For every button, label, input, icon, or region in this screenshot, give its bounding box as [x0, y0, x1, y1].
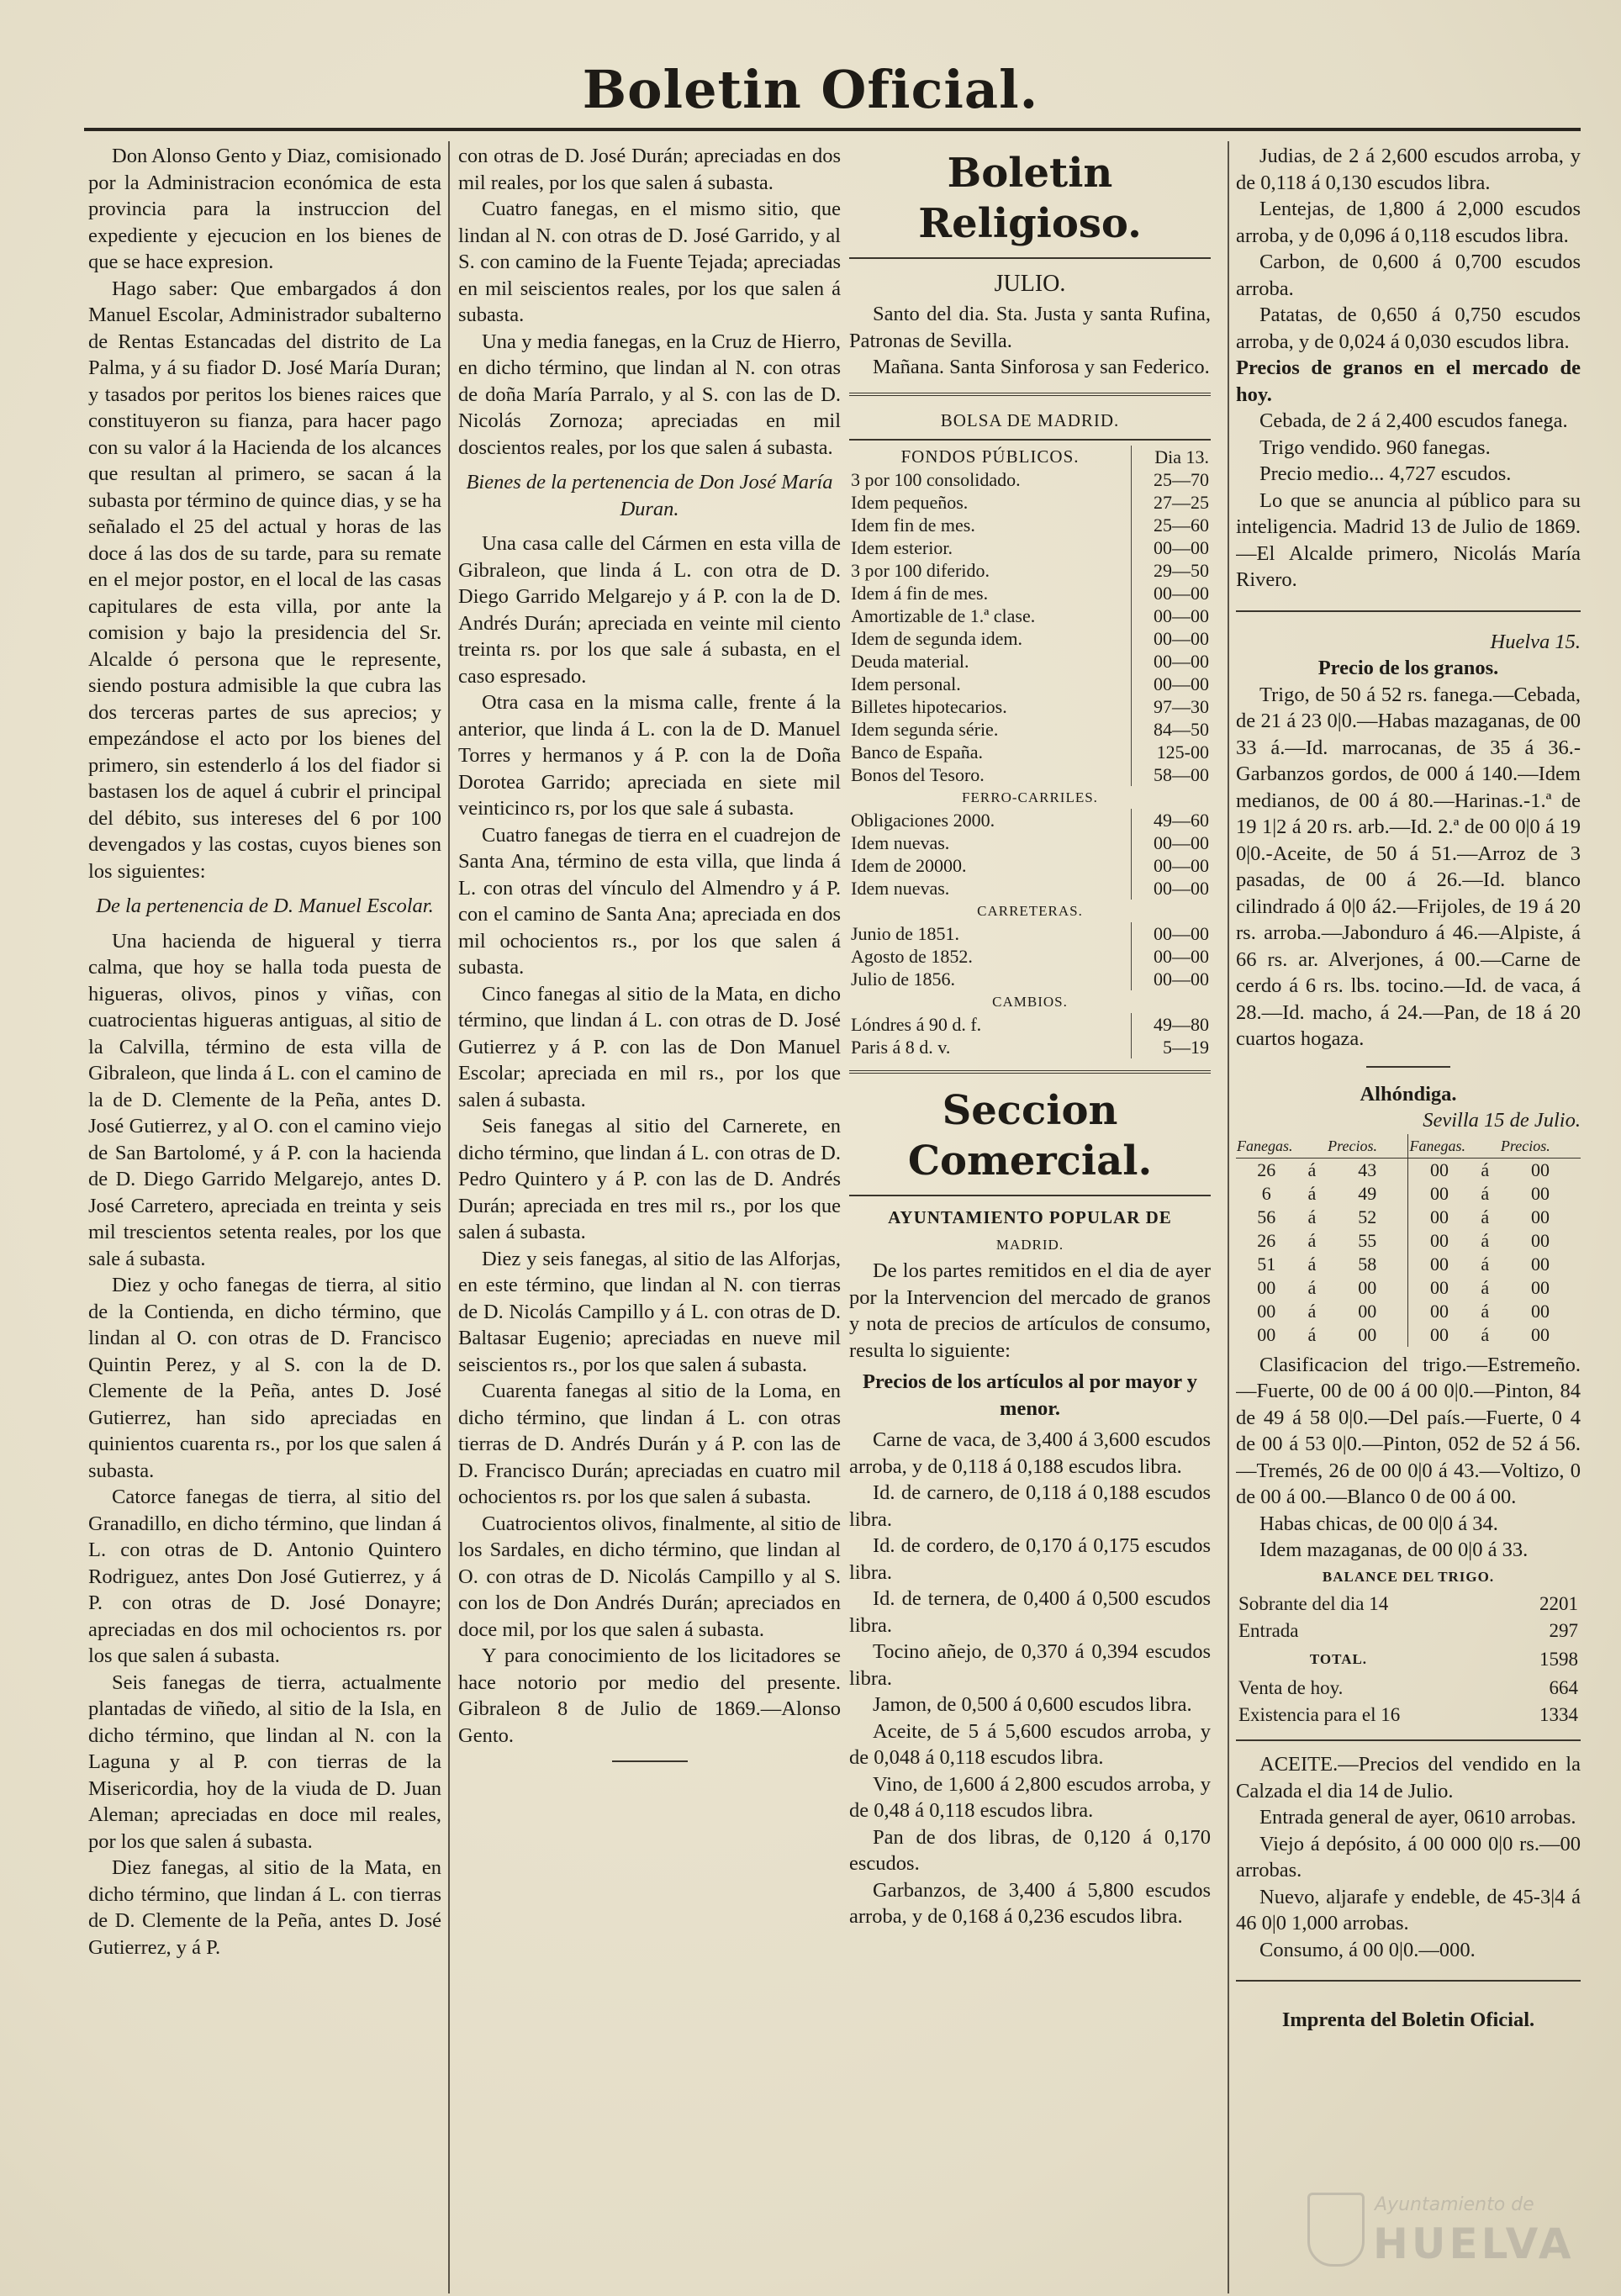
price-item: Id. de ternera, de 0,400 á 0,500 escudos libra.	[849, 1587, 1211, 1637]
habas-mazaganas: Idem mazaganas, de 00 0|0 á 33.	[1259, 1539, 1529, 1561]
table-row	[849, 695, 1211, 718]
grid-cell: 43	[1327, 1158, 1408, 1182]
paragraph: De los partes remitidos en el dia de ayer por la Intervencion del mercado de granos y nota de precios de artículos de consumo, resulta lo siguiente:	[849, 1259, 1211, 1362]
cebada: Cebada, de 2 á 2,400 escudos fanega.	[1259, 409, 1568, 432]
row-label: Billetes hipotecarios.	[851, 696, 1007, 717]
table-row	[849, 831, 1211, 854]
balance-total	[1236, 1645, 1581, 1674]
table-row	[849, 650, 1211, 673]
row-value: 27—25	[1132, 491, 1212, 514]
grid-cell: 00	[1327, 1323, 1408, 1347]
grid-cell: 52	[1327, 1206, 1408, 1229]
grid-cell: 56	[1257, 1206, 1276, 1227]
table-row	[849, 1013, 1211, 1036]
row-label: Paris á 8 d. v.	[851, 1037, 951, 1058]
paragraph: con otras de D. José Durán; apreciadas en dos mil reales, por los que salen á subasta.	[458, 145, 841, 194]
price-item: Garbanzos, de 3,400 á 5,800 escudos arroba, y de 0,168 á 0,236 escudos libra.	[849, 1878, 1211, 1928]
row-label: Banco de España.	[851, 742, 983, 763]
paragraph: Una y media fanegas, en la Cruz de Hierro, en dicho término, que lindan al N. con otras de doña María Parralo, y al S. con las de D. Nicolás Zornoza; apreciadas en mil doscientos reales, por los que salen á subasta.	[458, 330, 841, 459]
price-item: Tocino añejo, de 0,370 á 0,394 escudos libra.	[849, 1640, 1211, 1690]
rule	[1236, 610, 1581, 612]
row-label: Deuda material.	[851, 651, 969, 672]
religioso-title: Boletin Religioso.	[918, 150, 1142, 247]
table-row	[849, 514, 1211, 536]
paragraph: Cuarenta fanegas al sitio de la Loma, en dicho término, que lindan á L. con otras tierras de D. Andrés Durán y á P. con las de D. Francisco Durán; apreciadas en cuatro mil ochocientos rs. por los que salen á subasta.	[458, 1380, 841, 1508]
grid-cell: 00	[1430, 1253, 1449, 1275]
table-row	[849, 491, 1211, 514]
table-row	[849, 854, 1211, 877]
madrid-heading: MADRID.	[995, 1236, 1064, 1253]
subheading: Bienes de la pertenencia de Don José María Duran.	[466, 471, 833, 520]
row-value: 58—00	[1132, 763, 1212, 786]
fondos-header: FONDOS PÚBLICOS.	[900, 446, 1080, 467]
price-item: Carbon, de 0,600 á 0,700 escudos arroba.	[1236, 251, 1581, 300]
column-divider	[1228, 141, 1229, 2293]
row-label: Idem de segunda idem.	[851, 628, 1023, 649]
column-4	[1236, 143, 1581, 2270]
balance-table	[1236, 1674, 1581, 1729]
cambios-rows	[849, 1013, 1211, 1058]
balance-label: Sobrante del dia 14	[1238, 1593, 1389, 1614]
paragraph: Una hacienda de higueral y tierra calma, que hoy se halla toda puesta de higueras, olivos, pinos y viñas, con cuatrocientas higueras antiguas, al sitio de la Calvilla, término de esta villa de Gibraleon, que linda á L. con el camino de la de D. Clemente de la Peña, antes D. José Gutierrez, y al O. con el camino viejo de San Bartolomé, y á P. con la hacienda de D. Diego Garrido Melgarejo, antes D. José Carretero, apreciada en treinta y seis mil trescientos setenta reales, por los que sale á subasta.	[88, 929, 441, 1270]
balance-row	[1238, 1702, 1579, 1728]
paragraph: Cinco fanegas al sitio de la Mata, en dicho término, que lindan á L. con otras de D. José Gutierrez y á P. con las de Don Manuel Escolar; apreciada en mil rs., por los que salen á subasta.	[458, 982, 841, 1111]
grid-cell: 00	[1430, 1276, 1449, 1298]
grid-header: Precios.	[1327, 1134, 1408, 1159]
paragraph: Cuatrocientos olivos, finalmente, al sitio de los Sardales, en dicho término, que lindan al O. con otras de D. Nicolás Campillo y al S. con los de Don Andrés Durán; apreciados en doce mil, por los que salen á subasta.	[458, 1512, 841, 1641]
table-row	[849, 1036, 1211, 1058]
precio-medio: Precio medio... 4,727 escudos.	[1259, 462, 1512, 485]
shield-icon	[1307, 2193, 1365, 2267]
paragraph: Catorce fanegas de tierra, al sitio del Granadillo, en dicho término, que lindan á L. con otras de D. Antonio Quintero Rodriguez, antes Don José Gutierrez, y á P. con otras de D. José Donayre; apreciadas en dos mil ochocientos rs. por los que salen á subasta.	[88, 1486, 441, 1667]
nuevo: Nuevo, aljarafe y endeble, de 45-3|4 á 46 0|0 1,000 arrobas.	[1236, 1885, 1581, 1934]
price-items	[1236, 143, 1581, 355]
rule	[849, 1195, 1211, 1196]
table-row	[849, 582, 1211, 604]
clasificacion: Clasificacion del trigo.—Estremeño.—Fuerte, 00 de 00 á 00 0|0.—Pinton, 84 de 49 á 58 0|0.—Del país.—Fuerte, 0 4 de 00 á 53 0|0.—Pinton, 052 de 52 á 56.—Tremés, 26 de 00 0|0 á 43.—Voltizo, 0 de 00 á 00.—Blanco 0 de 00 á 00.	[1236, 1353, 1581, 1508]
price-item: Vino, de 1,600 á 2,800 escudos arroba, y de 0,48 á 0,118 escudos libra.	[849, 1772, 1211, 1822]
grid-cell: 00	[1430, 1300, 1449, 1322]
grid-cell: á	[1307, 1229, 1317, 1251]
dia-header: Dia 13.	[1132, 446, 1212, 468]
grid-header: Fanegas.	[1408, 1134, 1500, 1159]
ferro-header: FERRO-CARRILES.	[962, 789, 1098, 805]
rule	[1366, 1066, 1450, 1068]
rule	[849, 257, 1211, 259]
entrada: Entrada general de ayer, 0610 arrobas.	[1259, 1806, 1576, 1829]
grid-cell: 55	[1327, 1229, 1408, 1253]
price-item: Id. de carnero, de 0,118 á 0,188 escudos libra.	[849, 1481, 1211, 1531]
grid-cell: á	[1481, 1253, 1490, 1275]
table-row	[849, 968, 1211, 990]
grid-header: Fanegas.	[1236, 1134, 1327, 1159]
paragraph: Cuatro fanegas de tierra en el cuadrejon de Santa Ana, término de esta villa, que linda á L. con otras del vínculo del Almendro y á P. con el camino de Santa Ana; apreciada en dos mil ochocientos rs., por los que salen á subasta.	[458, 823, 841, 979]
row-value: 97—30	[1132, 695, 1212, 718]
double-rule	[849, 1070, 1211, 1074]
row-label: Agosto de 1852.	[851, 946, 973, 967]
row-value: 00—00	[1132, 582, 1212, 604]
grid-cell: á	[1307, 1159, 1317, 1180]
intro-paragraph: Don Alonso Gento y Diaz, comisionado por la Administracion económica de esta provincia para la instruccion del expediente y ejecucion en los bienes de que se hace expresion.	[88, 145, 441, 273]
grid-cell: á	[1481, 1182, 1490, 1204]
paragraph: Una casa calle del Cármen en esta villa de Gibraleon, que linda á L. con otra de D. Diego Garrido Melgarejo y á P. con la de D. Andrés Durán; apreciada en veinte mil ciento treinta rs. por los que sale á subasta, en el caso espresado.	[458, 532, 841, 688]
row-label: Idem de 20000.	[851, 855, 967, 876]
ayuntamiento-heading: AYUNTAMIENTO POPULAR DE	[888, 1207, 1172, 1227]
carreteras-rows	[849, 922, 1211, 990]
row-label: Julio de 1856.	[851, 969, 956, 990]
row-label: Junio de 1851.	[851, 923, 959, 944]
row-value: 5—19	[1132, 1036, 1212, 1058]
short-rule	[612, 1760, 688, 1762]
grid-cell: 26	[1257, 1229, 1276, 1251]
table-row	[849, 468, 1211, 491]
row-value: 29—50	[1132, 559, 1212, 582]
grid-row	[1236, 1229, 1581, 1253]
archive-watermark	[1307, 2186, 1602, 2287]
balance-heading: BALANCE DEL TRIGO.	[1322, 1568, 1495, 1585]
consumo: Consumo, á 00 0|0.—000.	[1259, 1938, 1476, 1961]
table-row	[849, 922, 1211, 945]
row-label: Idem nuevas.	[851, 878, 950, 899]
grid-cell: 49	[1327, 1182, 1408, 1206]
grid-cell: 00	[1327, 1300, 1408, 1323]
price-items	[849, 1427, 1211, 1930]
grid-cell: á	[1307, 1276, 1317, 1298]
row-value: 00—00	[1132, 650, 1212, 673]
grid-row	[1236, 1276, 1581, 1300]
watermark-line-2: HUELVA	[1373, 2219, 1575, 2268]
row-value: 84—50	[1132, 718, 1212, 741]
watermark-line-1: Ayuntamiento de	[1375, 2194, 1534, 2215]
table-row	[849, 627, 1211, 650]
row-label: Idem personal.	[851, 673, 961, 694]
grid-cell: á	[1481, 1229, 1490, 1251]
paragraph: Seis fanegas de tierra, actualmente plantadas de viñedo, al sitio de la Isla, en dicho término, que lindan al N. con la Laguna y al P. con tierras de la Misericordia, hoy de la viuda de D. Juan Aleman; apreciadas en doce mil reales, por los que salen á subasta.	[88, 1671, 441, 1853]
grid-cell: 00	[1530, 1253, 1550, 1275]
grid-cell: 6	[1261, 1182, 1271, 1204]
grid-cell: á	[1307, 1323, 1317, 1345]
grid-cell: á	[1307, 1300, 1317, 1322]
row-label: Idem fin de mes.	[851, 515, 975, 536]
row-label: 3 por 100 consolidado.	[851, 469, 1021, 490]
rule	[1236, 1980, 1581, 1982]
row-value: 00—00	[1132, 922, 1212, 945]
grid-cell: 00	[1430, 1229, 1449, 1251]
rule	[849, 439, 1211, 441]
paragraph: Cuatro fanegas, en el mismo sitio, que lindan al N. con otras de D. José Garrido, y al S. con camino de la Fuente Tejada; apreciadas en mil seiscientos reales, por los que salen á subasta.	[458, 198, 841, 326]
habas-chicas: Habas chicas, de 00 0|0 á 34.	[1259, 1512, 1498, 1535]
month: JULIO.	[994, 271, 1066, 297]
price-item: Lentejas, de 1,800 á 2,000 escudos arroba, y de 0,096 á 0,118 escudos libra.	[1236, 198, 1581, 247]
subheading: De la pertenencia de D. Manuel Escolar.	[96, 895, 434, 917]
alhondiga-heading: Alhóndiga.	[1360, 1082, 1457, 1106]
santo-del-dia: Santo del dia. Sta. Justa y santa Rufina, Patronas de Sevilla.	[849, 303, 1211, 352]
paragraph: Diez fanegas, al sitio de la Mata, en dicho término, que lindan á L. con tierras de D. Clemente de la Peña, antes D. José Gutierrez, y á P.	[88, 1856, 441, 1959]
bolsa-title: BOLSA DE MADRID.	[940, 409, 1120, 430]
grid-cell: 00	[1257, 1276, 1276, 1298]
ferro-rows	[849, 809, 1211, 900]
total-value: 1598	[1539, 1649, 1578, 1670]
row-label: Idem esterior.	[851, 537, 953, 558]
sevilla-dateline: Sevilla 15 de Julio.	[1423, 1109, 1581, 1132]
comercial-title: Seccion Comercial.	[907, 1087, 1153, 1185]
aceite: ACEITE.—Precios del vendido en la Calzada el dia 14 de Julio.	[1236, 1753, 1581, 1802]
grid-cell: 26	[1257, 1159, 1276, 1180]
total-label: TOTAL.	[1309, 1651, 1368, 1667]
cambios-header: CAMBIOS.	[992, 994, 1068, 1010]
huelva-prices: Trigo, de 50 á 52 rs. fanega.—Cebada, de 21 á 23 0|0.—Habas mazaganas, de 00 33 á.—Id. marrocanas, de 35 á 36.-Garbanzos gordos, de 000 á 140.—Idem medianos, de 00 á 80.—Harinas.-1.ª de 19 1|2 á 20 rs. arb.—Id. 2.ª de 00 0|0 á 19 0|0.-Aceite, de 50 á 51.—Arroz de 3 pasadas, de 00 á 26.—Id. blanco cilindrado á 0|0 á2.—Frijoles, de 19 á 20 rs. arroba.—Jabonduro á 46.—Alpiste, á 66 rs. ar. Alverjones, á 00.—Carne de cerdo á 6 rs. lbs. tocino.—Id. de vaca, á 28.—Id. macho, á 24.—Pan, de 18 á 20 cuartos hogaza.	[1236, 683, 1581, 1050]
grid-cell: 00	[1530, 1276, 1550, 1298]
row-label: Lóndres á 90 d. f.	[851, 1014, 982, 1035]
grid-cell: 00	[1430, 1206, 1449, 1227]
paragraph: Diez y ocho fanegas de tierra, al sitio de la Contienda, en dicho término, que lindan al O. con otras de D. Francisco Quintin Perez, y al S. con la de D. Clemente de la Peña, antes D. José Gutierrez, han sido apreciadas en quinientos cuarenta rs., por los que salen á subasta.	[88, 1274, 441, 1482]
table-row	[849, 945, 1211, 968]
grid-cell: 58	[1327, 1253, 1408, 1276]
grid-cell: á	[1481, 1300, 1490, 1322]
balance-row	[1238, 1618, 1579, 1644]
price-item: Carne de vaca, de 3,400 á 3,600 escudos arroba, y de 0,118 á 0,188 escudos libra.	[849, 1428, 1211, 1478]
grid-cell: á	[1307, 1253, 1317, 1275]
trigo: Trigo vendido. 960 fanegas.	[1259, 435, 1491, 459]
grid-cell: á	[1307, 1182, 1317, 1204]
balance-label: Existencia para el 16	[1238, 1704, 1401, 1725]
grid-cell: 00	[1430, 1323, 1449, 1345]
balance-value: 2201	[1539, 1593, 1578, 1614]
grid-cell: 00	[1530, 1229, 1550, 1251]
row-value: 49—60	[1132, 809, 1212, 831]
row-label: Bonos del Tesoro.	[851, 764, 985, 785]
row-value: 00—00	[1132, 536, 1212, 559]
row-label: Obligaciones 2000.	[851, 810, 995, 831]
rule	[1236, 1739, 1581, 1741]
paragraph: Diez y seis fanegas, al sitio de las Alforjas, en este término, que lindan al N. con tierras de D. Nicolás Campillo y á L. con otras de D. Baltasar Eugenio; apreciadas en nueve mil seiscientos rs., por los que salen á subasta.	[458, 1247, 841, 1376]
double-rule	[849, 393, 1211, 396]
table-row	[849, 718, 1211, 741]
balance-value: 1334	[1539, 1704, 1578, 1725]
column-divider	[448, 141, 450, 2293]
table-row	[849, 763, 1211, 786]
grid-cell: 00	[1430, 1182, 1449, 1204]
grid-cell: 00	[1530, 1300, 1550, 1322]
price-item: Judias, de 2 á 2,600 escudos arroba, y de 0,118 á 0,130 escudos libra.	[1236, 145, 1581, 194]
grid-cell: á	[1481, 1206, 1490, 1227]
huelva-dateline: Huelva 15.	[1490, 630, 1581, 653]
grid-cell: á	[1481, 1276, 1490, 1298]
fondos-rows	[849, 468, 1211, 786]
table-row	[849, 673, 1211, 695]
imprenta: Imprenta del Boletin Oficial.	[1281, 2008, 1535, 2031]
grid-cell: 00	[1257, 1300, 1276, 1322]
grid-cell: á	[1481, 1323, 1490, 1345]
price-item: Id. de cordero, de 0,170 á 0,175 escudos libra.	[849, 1534, 1211, 1584]
row-value: 00—00	[1132, 831, 1212, 854]
granos-heading: Precios de granos en el mercado de hoy.	[1236, 356, 1581, 406]
grid-row	[1236, 1158, 1581, 1182]
masthead-rule	[84, 128, 1581, 131]
grid-cell: 00	[1530, 1159, 1550, 1180]
viejo: Viejo á depósito, á 00 000 0|0 rs.—00 arrobas.	[1236, 1832, 1581, 1882]
grid-cell: 00	[1530, 1323, 1550, 1345]
precios-heading: Precios de los artículos al por mayor y menor.	[862, 1370, 1198, 1420]
price-item: Jamon, de 0,500 á 0,600 escudos libra.	[873, 1693, 1192, 1716]
grid-cell: 51	[1257, 1253, 1276, 1275]
price-item: Aceite, de 5 á 5,600 escudos arroba, y de 0,048 á 0,118 escudos libra.	[849, 1719, 1211, 1769]
grid-cell: á	[1307, 1206, 1317, 1227]
row-label: Idem pequeños.	[851, 492, 969, 513]
row-value: 00—00	[1132, 627, 1212, 650]
grid-cell: 00	[1257, 1323, 1276, 1345]
balance-value: 297	[1549, 1620, 1578, 1641]
row-value: 25—70	[1132, 468, 1212, 491]
price-item: Patatas, de 0,650 á 0,750 escudos arroba, y de 0,024 á 0,030 escudos libra.	[1236, 303, 1581, 353]
row-value: 49—80	[1132, 1013, 1212, 1036]
price-item: Pan de dos libras, de 0,120 á 0,170 escudos.	[849, 1825, 1211, 1875]
grid-row	[1236, 1206, 1581, 1229]
anuncio: Lo que se anuncia al público para su inteligencia. Madrid 13 de Julio de 1869.—El Alcalde primero, Nicolás María Rivero.	[1236, 488, 1581, 591]
paragraph: Seis fanegas al sitio del Carnerete, en dicho término, que lindan á L. con otras de D. Pedro Quintero y á P. con las de D. Andrés Durán; apreciada en tres mil rs., por los que salen á subasta.	[458, 1115, 841, 1243]
row-value: 00—00	[1132, 877, 1212, 900]
column-1	[88, 143, 441, 2270]
carreteras-header: CARRETERAS.	[977, 903, 1083, 919]
row-value: 00—00	[1132, 673, 1212, 695]
balance-row	[1238, 1591, 1579, 1617]
grid-row	[1236, 1253, 1581, 1276]
column-2	[458, 143, 841, 2278]
paragraph: Otra casa en la misma calle, frente á la anterior, que linda á L. con la de D. Manuel Torres y hermanos y á P. con la de Doña Dorotea Garrido; apreciada en siete mil veinticinco rs, por los que sale á subasta.	[458, 691, 841, 820]
row-value: 00—00	[1132, 945, 1212, 968]
row-label: Amortizable de 1.ª clase.	[851, 605, 1036, 626]
table-row	[849, 741, 1211, 763]
grid-cell: 00	[1327, 1276, 1408, 1300]
paragraph: Hago saber: Que embargados á don Manuel Escolar, Administrador subalterno de Rentas Estancadas del distrito de La Palma, y á su fiador D. José María Duran; y tasados por peritos los bienes raices que constituyeron su fianza, para hacer pago con su valor á la Hacienda de los alcances que resultan al primero, se sacan á la subasta por término de quince dias, y se ha señalado el 25 del actual y horas de las doce á las dos de su tarde, para su remate en el mejor postor, en el local de las casas capitulares de esta villa, por ante la comision y bajo la presidencia del Sr. Alcalde ó persona que le represente, siendo postura admisible la que cubra las dos terceras partes de sus aprecios; y empezándose el acto por los bienes del primero, sin estenderlo á los del fiador si bastasen los de aquel á cubrir el principal del débito, sus intereses del 6 por 100 devengados y las costas, cuyos bienes son los siguientes:	[88, 277, 441, 883]
row-value: 00—00	[1132, 604, 1212, 627]
table-row	[849, 536, 1211, 559]
precio-granos-heading: Precio de los granos.	[1317, 657, 1499, 679]
row-value: 00—00	[1132, 968, 1212, 990]
table-row	[849, 809, 1211, 831]
paragraph: Y para conocimiento de los licitadores se hace notorio por medio del presente. Gibraleon 8 de Julio de 1869.—Alonso Gento.	[458, 1644, 841, 1747]
row-label: Idem nuevas.	[851, 832, 950, 853]
row-value: 00—00	[1132, 854, 1212, 877]
bolsa-table	[849, 446, 1211, 1058]
balance-label: Entrada	[1238, 1620, 1299, 1641]
row-value: 25—60	[1132, 514, 1212, 536]
balance-value: 664	[1549, 1677, 1578, 1698]
row-label: Idem segunda série.	[851, 719, 999, 740]
masthead: Boletin Oficial.	[582, 59, 1039, 120]
manana: Mañana. Santa Sinforosa y san Federico.	[873, 356, 1210, 378]
grid-row	[1236, 1323, 1581, 1347]
table-row	[849, 877, 1211, 900]
balance-label: Venta de hoy.	[1238, 1677, 1344, 1698]
balance-row	[1238, 1676, 1579, 1701]
grid-header: Precios.	[1500, 1134, 1581, 1159]
grid-row	[1236, 1182, 1581, 1206]
row-label: Idem á fin de mes.	[851, 583, 989, 604]
grain-grid	[1236, 1134, 1581, 1347]
table-row	[849, 559, 1211, 582]
row-value: 125-00	[1132, 741, 1212, 763]
balance-table	[1236, 1590, 1581, 1645]
column-3	[849, 143, 1211, 2270]
grid-row	[1236, 1300, 1581, 1323]
grid-cell: 00	[1530, 1182, 1550, 1204]
grid-cell: 00	[1430, 1159, 1449, 1180]
grid-cell: 00	[1530, 1206, 1550, 1227]
grid-cell: á	[1481, 1159, 1490, 1180]
table-row	[849, 604, 1211, 627]
row-label: 3 por 100 diferido.	[851, 560, 990, 581]
